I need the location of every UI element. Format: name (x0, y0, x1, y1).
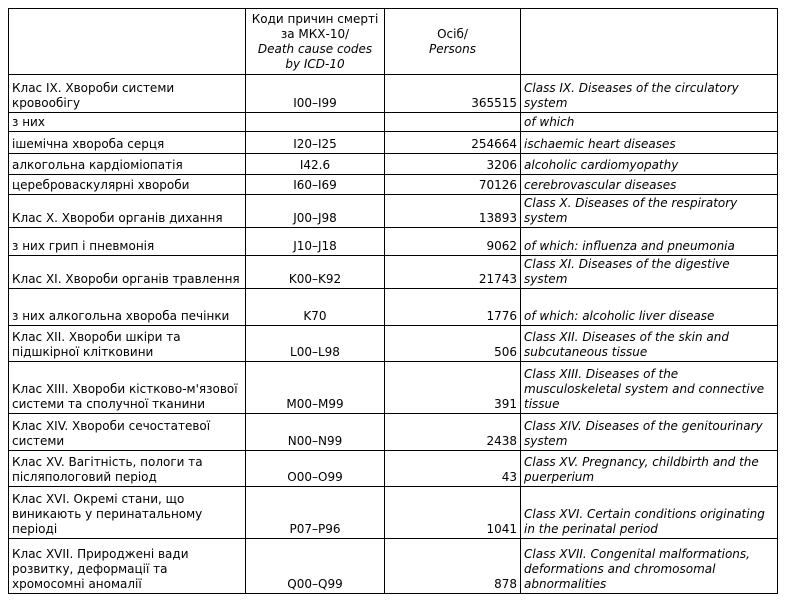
table-row (9, 539, 778, 594)
cell-persons: 9062 (385, 228, 521, 256)
table-body (9, 75, 778, 594)
cell-icd-code: I42.6 (246, 154, 385, 175)
cell-name-ua: Клас XIII. Хвороби кістково-м'язової системи та сполучної тканини (9, 362, 246, 414)
cell-name-ua: Клас XVI. Окремі стани, що виникають у перинатальному періоді (9, 487, 246, 539)
header-codes-en-line2: by ICD-10 (285, 56, 345, 71)
cell-name-ua: цереброваскулярні хвороби (9, 175, 246, 195)
cell-name-en: of which (521, 113, 778, 132)
cell-icd-code: K70 (246, 289, 385, 326)
table-row (9, 289, 778, 326)
cell-name-ua: з них алкогольна хвороба печінки (9, 289, 246, 326)
cell-name-en: Class XIII. Diseases of the musculoskeletal system and connective tissue (521, 362, 778, 414)
cell-icd-code: K00–K92 (246, 256, 385, 289)
cell-persons: 1041 (385, 487, 521, 539)
cell-name-en: Class X. Diseases of the respiratory system (521, 195, 778, 228)
cell-persons (385, 113, 521, 132)
table-row (9, 414, 778, 451)
cell-name-ua: Клас XII. Хвороби шкіри та підшкірної клітковини (9, 326, 246, 362)
cell-name-ua: Клас XVII. Природжені вади розвитку, деформації та хромосомні аномалії (9, 539, 246, 594)
cell-icd-code: L00–L98 (246, 326, 385, 362)
cell-name-en: Class IX. Diseases of the circulatory system (521, 75, 778, 113)
header-row (9, 9, 778, 75)
cell-persons: 365515 (385, 75, 521, 113)
header-persons-ua: Осіб/ (437, 26, 468, 41)
cell-name-ua: Клас XI. Хвороби органів травлення (9, 256, 246, 289)
header-persons-en: Persons (428, 41, 476, 56)
cell-name-en: Class XIV. Diseases of the genitourinary system (521, 414, 778, 451)
cell-persons: 3206 (385, 154, 521, 175)
cell-name-ua: Клас XIV. Хвороби сечостатевої системи (9, 414, 246, 451)
table-row (9, 154, 778, 175)
cell-persons: 391 (385, 362, 521, 414)
cell-name-en: Class XVII. Congenital malformations, deformations and chromosomal abnormalities (521, 539, 778, 594)
cell-name-en: Class XVI. Certain conditions originating in the perinatal period (521, 487, 778, 539)
cell-persons: 70126 (385, 175, 521, 195)
cell-persons: 43 (385, 451, 521, 487)
cell-name-en: of which: influenza and pneumonia (521, 228, 778, 256)
cell-persons: 878 (385, 539, 521, 594)
header-codes-ua-line2: за МКХ-10/ (280, 26, 350, 41)
table-row (9, 326, 778, 362)
cell-icd-code: I00–I99 (246, 75, 385, 113)
table-row (9, 451, 778, 487)
cell-name-en: of which: alcoholic liver disease (521, 289, 778, 326)
cell-name-ua: Клас X. Хвороби органів дихання (9, 195, 246, 228)
cell-name-en: ischaemic heart diseases (521, 132, 778, 154)
cell-name-en: Class XI. Diseases of the digestive system (521, 256, 778, 289)
cell-name-en: alcoholic cardiomyopathy (521, 154, 778, 175)
cell-persons: 21743 (385, 256, 521, 289)
header-cell-empty-right (521, 9, 778, 75)
header-cell-empty-left (9, 9, 246, 75)
cell-icd-code: N00–N99 (246, 414, 385, 451)
cell-name-ua: з них (9, 113, 246, 132)
cell-icd-code: M00–M99 (246, 362, 385, 414)
cell-name-ua: Клас XV. Вагітність, пологи та післяпологовий період (9, 451, 246, 487)
cell-icd-code (246, 113, 385, 132)
table-row (9, 195, 778, 228)
table-row (9, 113, 778, 132)
table-row (9, 175, 778, 195)
header-cell-persons (385, 9, 521, 75)
table-row (9, 75, 778, 113)
table-row (9, 487, 778, 539)
cell-persons: 254664 (385, 132, 521, 154)
cell-icd-code: P07–P96 (246, 487, 385, 539)
table-row (9, 362, 778, 414)
cell-icd-code: I60–I69 (246, 175, 385, 195)
cell-name-ua: алкогольна кардіоміопатія (9, 154, 246, 175)
cell-icd-code: J00–J98 (246, 195, 385, 228)
table-row (9, 256, 778, 289)
cell-name-en: Class XV. Pregnancy, childbirth and the puerperium (521, 451, 778, 487)
table-header (9, 9, 778, 75)
cell-name-ua: ішемічна хвороба серця (9, 132, 246, 154)
header-cell-death-cause-codes (246, 9, 385, 75)
cell-name-en: cerebrovascular diseases (521, 175, 778, 195)
cell-name-ua: з них грип і пневмонія (9, 228, 246, 256)
cell-icd-code: Q00–Q99 (246, 539, 385, 594)
header-codes-en-line1: Death cause codes (257, 41, 373, 56)
cell-persons: 2438 (385, 414, 521, 451)
table-row (9, 228, 778, 256)
cell-name-ua: Клас IX. Хвороби системи кровообігу (9, 75, 246, 113)
mortality-by-cause-table (8, 8, 778, 594)
cell-persons: 506 (385, 326, 521, 362)
header-codes-ua-line1: Коди причин смерті (251, 11, 379, 26)
cell-persons: 1776 (385, 289, 521, 326)
table-row (9, 132, 778, 154)
cell-name-en: Class XII. Diseases of the skin and subcutaneous tissue (521, 326, 778, 362)
cell-persons: 13893 (385, 195, 521, 228)
cell-icd-code: J10–J18 (246, 228, 385, 256)
cell-icd-code: I20–I25 (246, 132, 385, 154)
cell-icd-code: O00–O99 (246, 451, 385, 487)
